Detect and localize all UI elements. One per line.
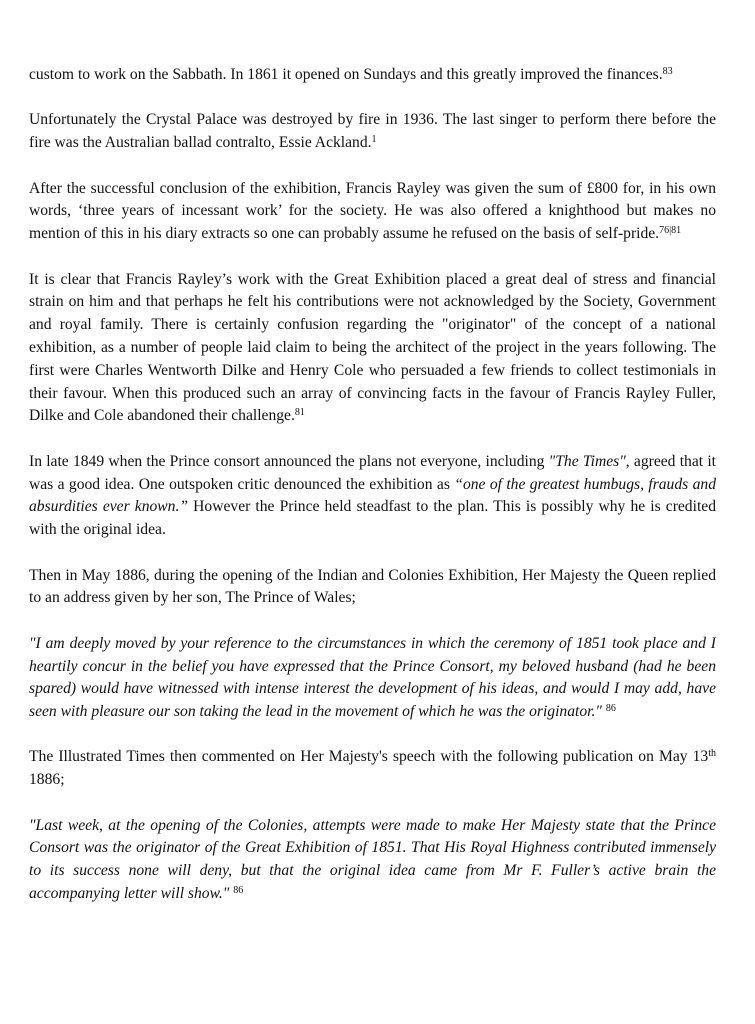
paragraph-conclusion-payment: After the successful conclusion of the exhibition, Francis Rayley was given the sum of £800 for, in his own words, ‘three years of incessant work’ for the society. He was also offered a knighthood but makes no mention of this in his diary extracts so one can probably assume he refused on the basis of self-pride.$^{76|81}$ bbox=[29, 179, 716, 243]
paragraph-queen-reply: Then in May 1886, during the opening of the Indian and Colonies Exhibition, Her Majesty the Queen replied to an address given by her son, The Prince of Wales; bbox=[29, 566, 716, 607]
blockquote-illustrated-times: "Last week, at the opening of the Colonies, attempts were made to make Her Majesty state that the Prince Consort was the originator of the Great Exhibition of 1851. That His Royal Highness contributed immensely to its success none will deny, but that the original idea came from Mr F. Fuller’s active brain the accompanying letter will show." $^{86}$ bbox=[29, 816, 716, 903]
italic-critic-quote: “one of the greatest humbugs, frauds and absurdities ever known.” bbox=[29, 475, 716, 516]
footnote-ref[interactable]: 81 bbox=[294, 407, 305, 419]
footnote-ref[interactable]: 1 bbox=[371, 134, 377, 146]
ordinal-suffix: th bbox=[708, 748, 716, 760]
italic-the-times: "The Times" bbox=[548, 452, 626, 470]
blockquote-queen-speech: "I am deeply moved by your reference to the circumstances in which the ceremony of 1851 took place and I heartily concur in the belief you have expressed that the Prince Consort, my beloved husband (had he been spared) would have witnessed with intense interest the development of his ideas, and would I may add, have seen with pleasure our son taking the lead in the movement of which he was the originator." $^{86}$ bbox=[29, 634, 716, 721]
paragraph-crystal-palace-fire: Unfortunately the Crystal Palace was destroyed by fire in 1936. The last singer to perform there before the fire was the Australian ballad contralto, Essie Ackland.$^1$ bbox=[29, 111, 716, 152]
footnote-ref[interactable]: 83 bbox=[662, 66, 673, 77]
document-page bbox=[29, 64, 716, 928]
paragraph-critics-1849: In late 1849 when the Prince consort announced the plans not everyone, including "The Times", agreed that it was a good idea. One outspoken critic denounced the exhibition as “one of the greatest humbugs, frauds and absurdities ever known.” However the Prince held steadfast to the plan. This is possibly why he is credited with the original idea. bbox=[29, 452, 716, 539]
footnote-ref[interactable]: 86 bbox=[233, 885, 244, 897]
footnote-ref[interactable]: 76|81 bbox=[659, 225, 682, 237]
footnote-ref[interactable]: 86 bbox=[605, 703, 616, 715]
paragraph-sabbath: custom to work on the Sabbath. In 1861 it opened on Sundays and this greatly improved the finances.$^{83}$ bbox=[29, 66, 673, 83]
paragraph-originator-confusion: It is clear that Francis Rayley’s work with the Great Exhibition placed a great deal of stress and financial strain on him and that perhaps he felt his contributions were not acknowledged by the Society, Government and royal family. There is certainly confusion regarding the "originator" of the concept of a national exhibition, as a number of people laid claim to being the architect of the project in the years following. The first were Charles Wentworth Dilke and Henry Cole who persuaded a few friends to collect testimonials in their favour. When this produced such an array of convincing facts in the favour of Francis Rayley Fuller, Dilke and Cole abandoned their challenge.$^{81}$ bbox=[29, 270, 716, 425]
paragraph-illustrated-times: The Illustrated Times then commented on Her Majesty's speech with the following publication on May 13th 1886; bbox=[29, 748, 716, 789]
